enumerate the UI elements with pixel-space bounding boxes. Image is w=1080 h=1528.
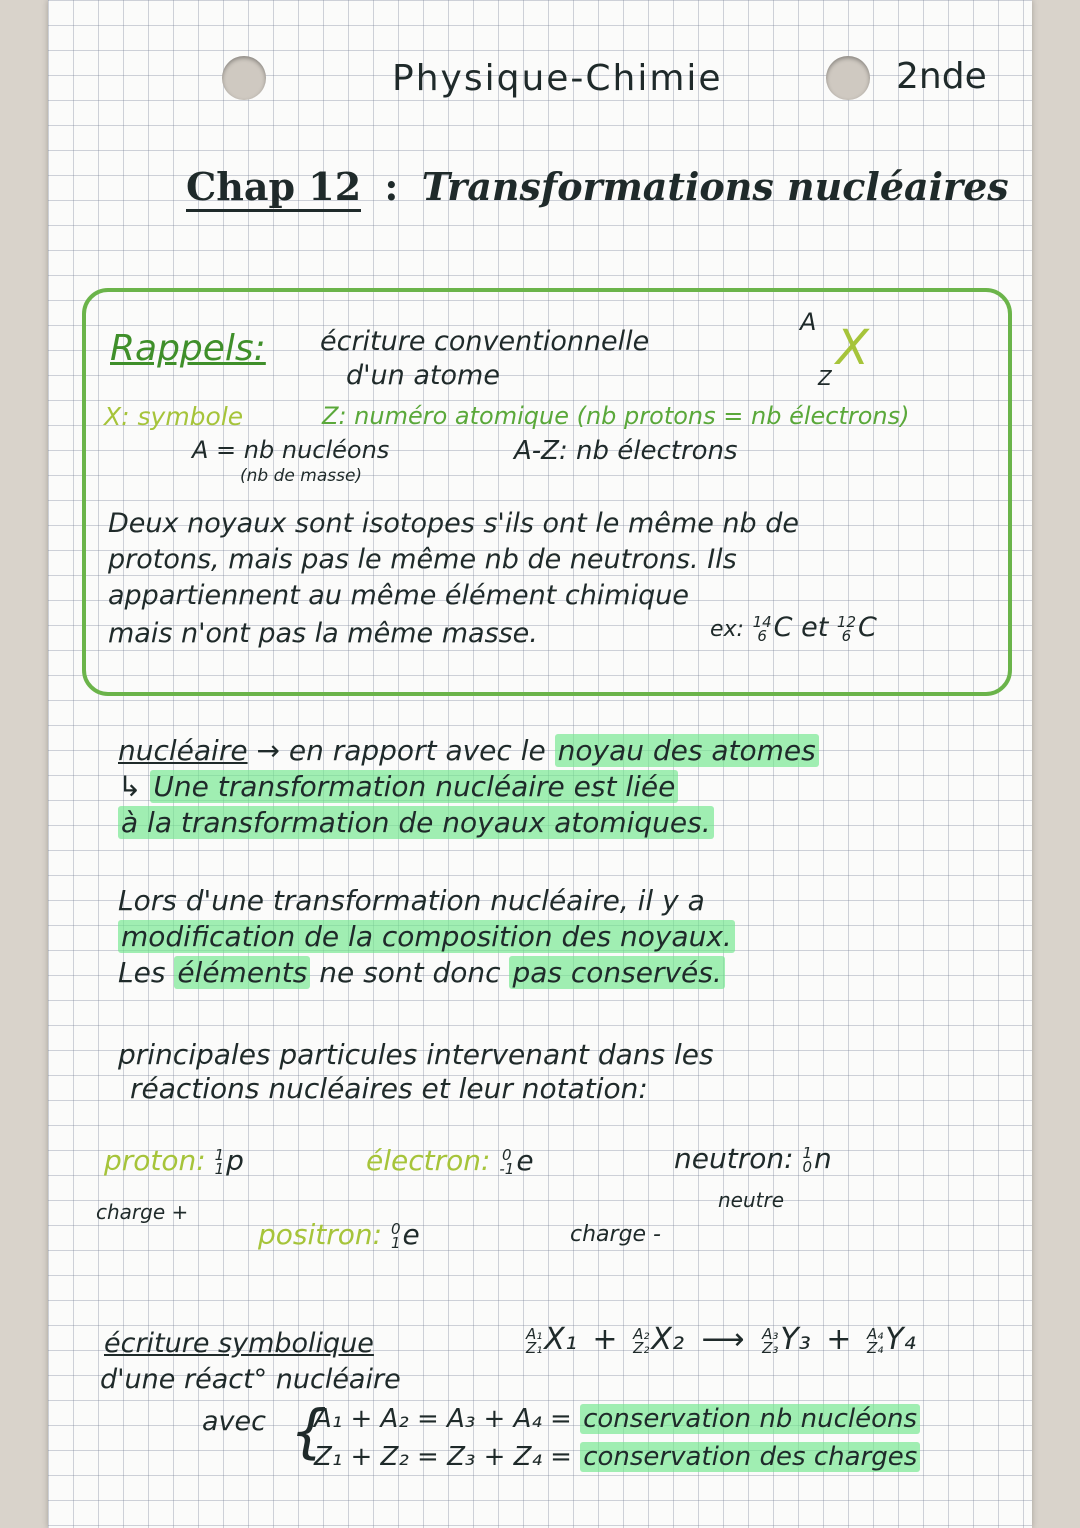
term3-symbol: Y₃: [780, 1322, 811, 1357]
condition-1: [314, 1404, 920, 1434]
nucleaire-line2-arrow: ↳: [118, 770, 142, 803]
rappels-heading: Rappels:: [110, 328, 266, 369]
rappels-line1: écriture conventionnelle: [320, 326, 650, 357]
electron-numbers: 0 -1: [499, 1146, 515, 1178]
electron-entry: [366, 1144, 534, 1177]
punch-hole-left: [222, 56, 266, 100]
positron-symbol: e: [402, 1218, 420, 1251]
cond1-eq: A₁ + A₂ = A₃ + A₄ =: [314, 1404, 572, 1434]
nucleaire-word: nucléaire: [118, 734, 248, 767]
az-def: A-Z: nb électrons: [514, 436, 738, 466]
reaction-line1: écriture symbolique: [104, 1328, 374, 1359]
lors-line3: [118, 956, 725, 989]
proton-symbol: p: [226, 1144, 244, 1177]
chapter-label: Chap 12: [186, 164, 361, 212]
reaction-equation: [526, 1322, 916, 1357]
neutron-symbol: n: [813, 1142, 832, 1175]
term1-symbol: X₁: [544, 1322, 577, 1357]
ex-and: et: [801, 612, 829, 643]
lors-line1: Lors d'une transformation nucléaire, il y a: [118, 884, 705, 917]
neutron-note: neutre: [718, 1188, 785, 1212]
z-def: Z: numéro atomique (nb protons = nb électrons): [322, 402, 910, 430]
lors-line2: [118, 920, 735, 953]
neutron-entry: [674, 1142, 832, 1175]
neutron-label: neutron:: [674, 1142, 794, 1175]
eq-plus-1: +: [592, 1322, 618, 1357]
ex-label: ex:: [710, 617, 744, 642]
lors-line3-hl2: pas conservés.: [509, 956, 724, 989]
eq-plus-2: +: [826, 1322, 852, 1357]
isotope-example: [710, 612, 877, 643]
cond1-hl: conservation nb nucléons: [580, 1404, 920, 1434]
term4-symbol: Y₄: [885, 1322, 916, 1357]
positron-entry: [258, 1218, 420, 1251]
reaction-line2: d'une réact° nucléaire: [100, 1364, 401, 1395]
cond2-eq: Z₁ + Z₂ = Z₃ + Z₄ =: [314, 1442, 572, 1472]
brace: {: [290, 1397, 327, 1465]
proton-entry: [104, 1144, 244, 1177]
term3-numbers: A₃ Z₃: [762, 1324, 779, 1357]
lors-line2-hl: modification de la composition des noyaux.: [118, 920, 735, 953]
electron-label: électron:: [366, 1144, 491, 1177]
isotope-line4: mais n'ont pas la même masse.: [108, 618, 538, 649]
rappels-line2: d'un atome: [346, 360, 500, 391]
neutron-numbers: 1 0: [802, 1144, 812, 1176]
proton-note: charge +: [96, 1200, 189, 1224]
positron-numbers: 0 1: [390, 1220, 401, 1252]
term2-numbers: A₂ Z₂: [633, 1324, 650, 1357]
lors-line3-mid: ne sont donc: [319, 956, 501, 989]
electron-symbol: e: [516, 1144, 534, 1177]
lors-line3-hl1: éléments: [174, 956, 310, 989]
a-sub: (nb de masse): [240, 466, 363, 486]
positron-label: positron:: [258, 1218, 383, 1251]
symbol-def: X: symbole: [104, 402, 244, 431]
condition-2: [314, 1442, 920, 1472]
a-def: A = nb nucléons: [192, 436, 390, 464]
notation-A: A: [800, 308, 817, 336]
particules-line1: principales particules intervenant dans les: [118, 1038, 714, 1071]
nucleaire-line1: [118, 734, 819, 767]
nucleaire-line2-hl: Une transformation nucléaire est liée: [150, 770, 678, 803]
nucleaire-line2: [118, 770, 678, 803]
chapter-title: Transformations nucléaires: [421, 164, 1009, 209]
chapter-sep: :: [384, 164, 399, 209]
particules-line2: réactions nucléaires et leur notation:: [130, 1072, 648, 1105]
level-label: 2nde: [896, 56, 987, 97]
nucleaire-line3: [118, 806, 714, 839]
lors-line3-pre: Les: [118, 956, 166, 989]
ex2-symbol: C: [858, 612, 877, 643]
term1-numbers: A₁ Z₁: [526, 1324, 543, 1357]
ex2-nuclide-numbers: 12 6: [836, 612, 856, 645]
nucleaire-arrow-text: → en rapport avec le: [256, 734, 546, 767]
notation-X: X: [836, 320, 869, 376]
ex1-nuclide-numbers: 14 6: [752, 612, 772, 645]
isotope-line2: protons, mais pas le même nb de neutrons. Ils: [108, 544, 737, 575]
isotope-text-1: Deux noyaux sont isotopes s'ils ont le même nb de: [108, 508, 799, 539]
proton-numbers: 1 1: [214, 1146, 225, 1178]
notation-Z: Z: [818, 366, 832, 390]
ex1-symbol: C: [773, 612, 793, 643]
avec-label: avec: [202, 1406, 266, 1437]
eq-arrow: ⟶: [701, 1322, 745, 1357]
cond2-hl: conservation des charges: [580, 1442, 920, 1472]
punch-hole-right: [826, 56, 870, 100]
isotope-line1: [108, 508, 799, 539]
electron-note: charge -: [570, 1222, 661, 1247]
term4-numbers: A₄ Z₄: [866, 1324, 884, 1357]
isotope-line3: appartiennent au même élément chimique: [108, 580, 689, 611]
chapter-heading: [186, 164, 1009, 209]
term2-symbol: X₂: [651, 1322, 684, 1357]
subject-title: Physique-Chimie: [392, 58, 723, 99]
proton-label: proton:: [104, 1144, 206, 1177]
nucleaire-hl1: noyau des atomes: [555, 734, 819, 767]
nucleaire-line3-hl: à la transformation de noyaux atomiques.: [118, 806, 714, 839]
